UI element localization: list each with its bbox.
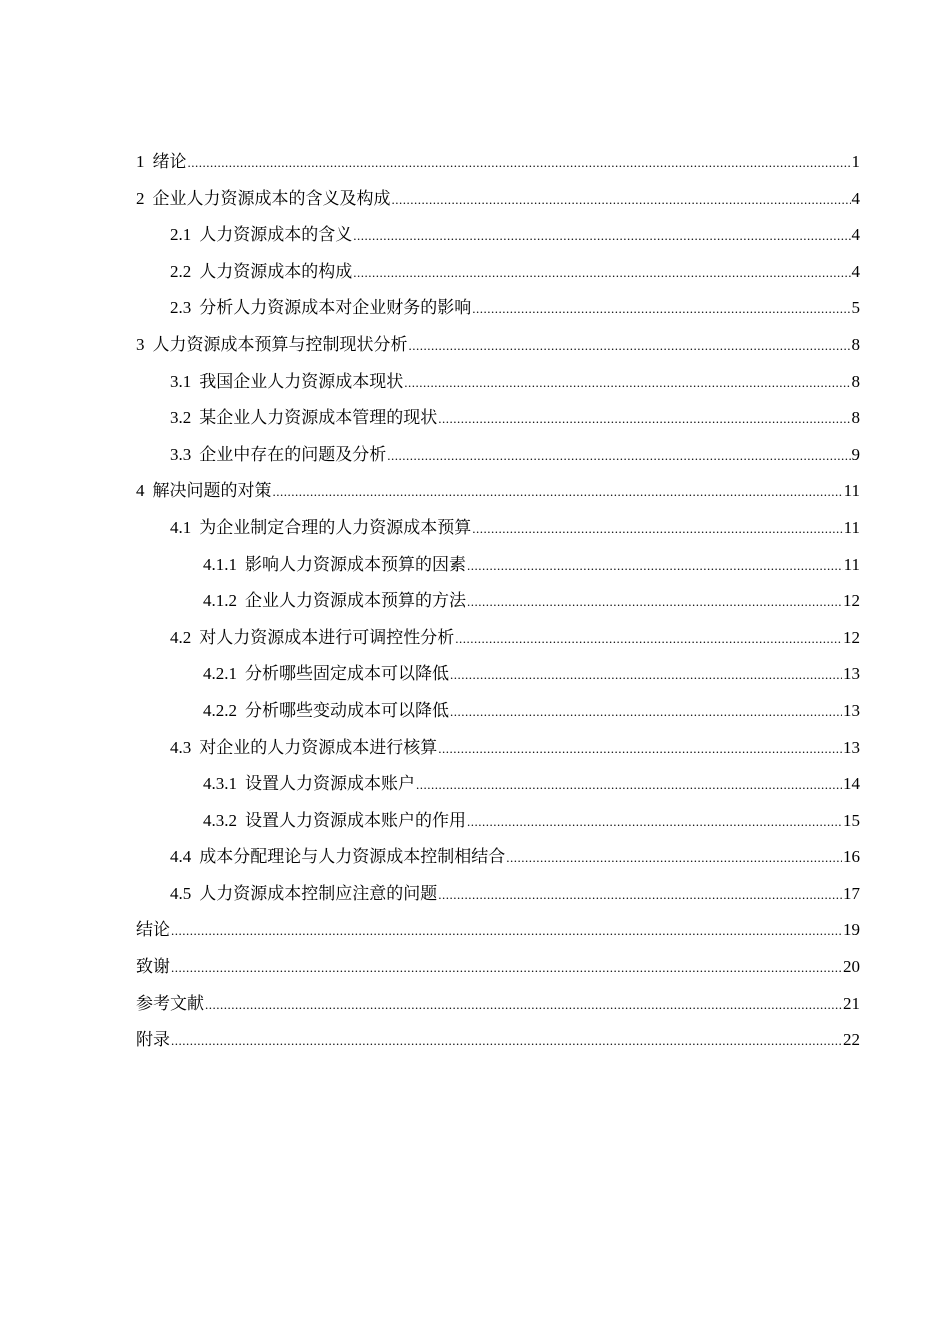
dot-leader (416, 767, 842, 804)
toc-entry[interactable] (136, 620, 860, 657)
toc-entry[interactable] (136, 217, 860, 254)
toc-entry[interactable] (136, 876, 860, 913)
entry-page-number: 22 (843, 1030, 860, 1050)
entry-number: 4.1 (170, 517, 192, 537)
entry-title: 人力资源成本预算与控制现状分析 (152, 334, 408, 355)
toc-entry[interactable] (136, 144, 860, 181)
toc-entry[interactable] (136, 693, 860, 730)
entry-number: 3.2 (170, 408, 192, 428)
entry-title: 分析人力资源成本对企业财务的影响 (199, 298, 472, 319)
entry-number: 4.2.2 (203, 700, 237, 720)
entry-title: 设置人力资源成本账户的作用 (245, 810, 466, 831)
dot-leader (205, 987, 842, 1024)
entry-number: 4.3 (170, 737, 192, 757)
entry-title: 为企业制定合理的人力资源成本预算 (199, 517, 472, 538)
toc-entry[interactable] (136, 400, 860, 437)
entry-page-number: 17 (843, 883, 860, 903)
entry-title: 人力资源成本控制应注意的问题 (199, 883, 438, 904)
entry-page-number: 19 (843, 920, 860, 940)
entry-page-number: 12 (843, 627, 860, 647)
toc-entry[interactable] (136, 656, 860, 693)
toc-entry[interactable] (136, 949, 860, 986)
dot-leader (387, 438, 850, 475)
dot-leader (467, 548, 843, 585)
entry-page-number: 11 (843, 517, 860, 537)
entry-title: 影响人力资源成本预算的因素 (245, 554, 466, 575)
dot-leader (188, 145, 851, 182)
dot-leader (404, 365, 850, 402)
entry-number: 4.3.2 (203, 810, 237, 830)
dot-leader (438, 401, 850, 438)
entry-page-number: 4 (851, 188, 860, 208)
entry-title: 对企业的人力资源成本进行核算 (199, 737, 438, 758)
entry-page-number: 14 (843, 774, 860, 794)
dot-leader (353, 218, 850, 255)
entry-page-number: 16 (843, 847, 860, 867)
dot-leader (171, 950, 842, 987)
entry-page-number: 15 (843, 810, 860, 830)
entry-number: 2.1 (170, 225, 192, 245)
entry-title: 参考文献 (136, 993, 204, 1014)
toc-entry[interactable] (136, 254, 860, 291)
entry-title: 结论 (136, 920, 170, 941)
toc-entry[interactable] (136, 839, 860, 876)
entry-title: 某企业人力资源成本管理的现状 (199, 408, 438, 429)
dot-leader (467, 584, 842, 621)
dot-leader (506, 840, 842, 877)
toc-entry[interactable] (136, 327, 860, 364)
entry-number: 3 (136, 334, 145, 354)
entry-number: 4.4 (170, 847, 192, 867)
entry-page-number: 1 (851, 152, 860, 171)
entry-number: 4.3.1 (203, 774, 237, 794)
entry-title: 解决问题的对策 (152, 481, 272, 502)
entry-number: 4.5 (170, 883, 192, 903)
entry-page-number: 20 (843, 957, 860, 977)
dot-leader (171, 1023, 842, 1060)
entry-page-number: 4 (851, 225, 860, 245)
entry-page-number: 11 (843, 554, 860, 574)
entry-number: 4.2 (170, 627, 192, 647)
entry-number: 4.1.2 (203, 591, 237, 611)
toc-entry[interactable] (136, 583, 860, 620)
toc-entry[interactable] (136, 290, 860, 327)
toc-entry[interactable] (136, 803, 860, 840)
toc-entry[interactable] (136, 547, 860, 584)
dot-leader (353, 255, 850, 292)
entry-number: 3.1 (170, 371, 192, 391)
entry-page-number: 9 (851, 444, 860, 464)
table-of-contents (136, 144, 860, 1059)
dot-leader (438, 877, 842, 914)
entry-title: 对人力资源成本进行可调控性分析 (199, 627, 455, 648)
dot-leader (472, 291, 850, 328)
entry-page-number: 8 (851, 334, 860, 354)
toc-entry[interactable] (136, 766, 860, 803)
dot-leader (467, 804, 842, 841)
dot-leader (409, 328, 851, 365)
dot-leader (450, 657, 842, 694)
entry-title: 企业人力资源成本预算的方法 (245, 591, 466, 612)
entry-page-number: 13 (843, 737, 860, 757)
toc-entry[interactable] (136, 912, 860, 949)
entry-page-number: 12 (843, 591, 860, 611)
dot-leader (450, 694, 842, 731)
dot-leader (455, 621, 842, 658)
entry-title: 分析哪些变动成本可以降低 (245, 700, 449, 721)
entry-page-number: 8 (851, 408, 860, 428)
toc-entry[interactable] (136, 364, 860, 401)
dot-leader (438, 731, 842, 768)
toc-entry[interactable] (136, 473, 860, 510)
toc-entry[interactable] (136, 437, 860, 474)
dot-leader (171, 913, 842, 950)
entry-number: 1 (136, 152, 145, 171)
toc-entry[interactable] (136, 730, 860, 767)
entry-title: 成本分配理论与人力资源成本控制相结合 (199, 847, 506, 868)
entry-number: 4 (136, 481, 145, 501)
entry-title: 设置人力资源成本账户 (245, 774, 415, 795)
toc-entry[interactable] (136, 1022, 860, 1059)
entry-title: 人力资源成本的含义 (199, 225, 353, 246)
toc-entry[interactable] (136, 510, 860, 547)
entry-title: 绪论 (152, 152, 187, 172)
dot-leader (392, 182, 851, 219)
entry-page-number: 13 (843, 664, 860, 684)
entry-page-number: 8 (851, 371, 860, 391)
entry-title: 企业人力资源成本的含义及构成 (152, 188, 391, 209)
entry-page-number: 11 (843, 481, 860, 501)
entry-title: 分析哪些固定成本可以降低 (245, 664, 449, 685)
entry-page-number: 21 (843, 993, 860, 1013)
entry-page-number: 13 (843, 700, 860, 720)
entry-page-number: 5 (851, 298, 860, 318)
entry-number: 2 (136, 188, 145, 208)
entry-number: 2.2 (170, 261, 192, 281)
entry-number: 3.3 (170, 444, 192, 464)
dot-leader (273, 474, 843, 511)
entry-number: 4.2.1 (203, 664, 237, 684)
entry-title: 致谢 (136, 957, 170, 978)
toc-entry[interactable] (136, 181, 860, 218)
entry-page-number: 4 (851, 261, 860, 281)
entry-number: 4.1.1 (203, 554, 237, 574)
entry-title: 人力资源成本的构成 (199, 261, 353, 282)
entry-title: 企业中存在的问题及分析 (199, 444, 387, 465)
entry-number: 2.3 (170, 298, 192, 318)
entry-title: 附录 (136, 1030, 170, 1051)
entry-title: 我国企业人力资源成本现状 (199, 371, 404, 392)
dot-leader (472, 511, 842, 548)
toc-entry[interactable] (136, 986, 860, 1023)
